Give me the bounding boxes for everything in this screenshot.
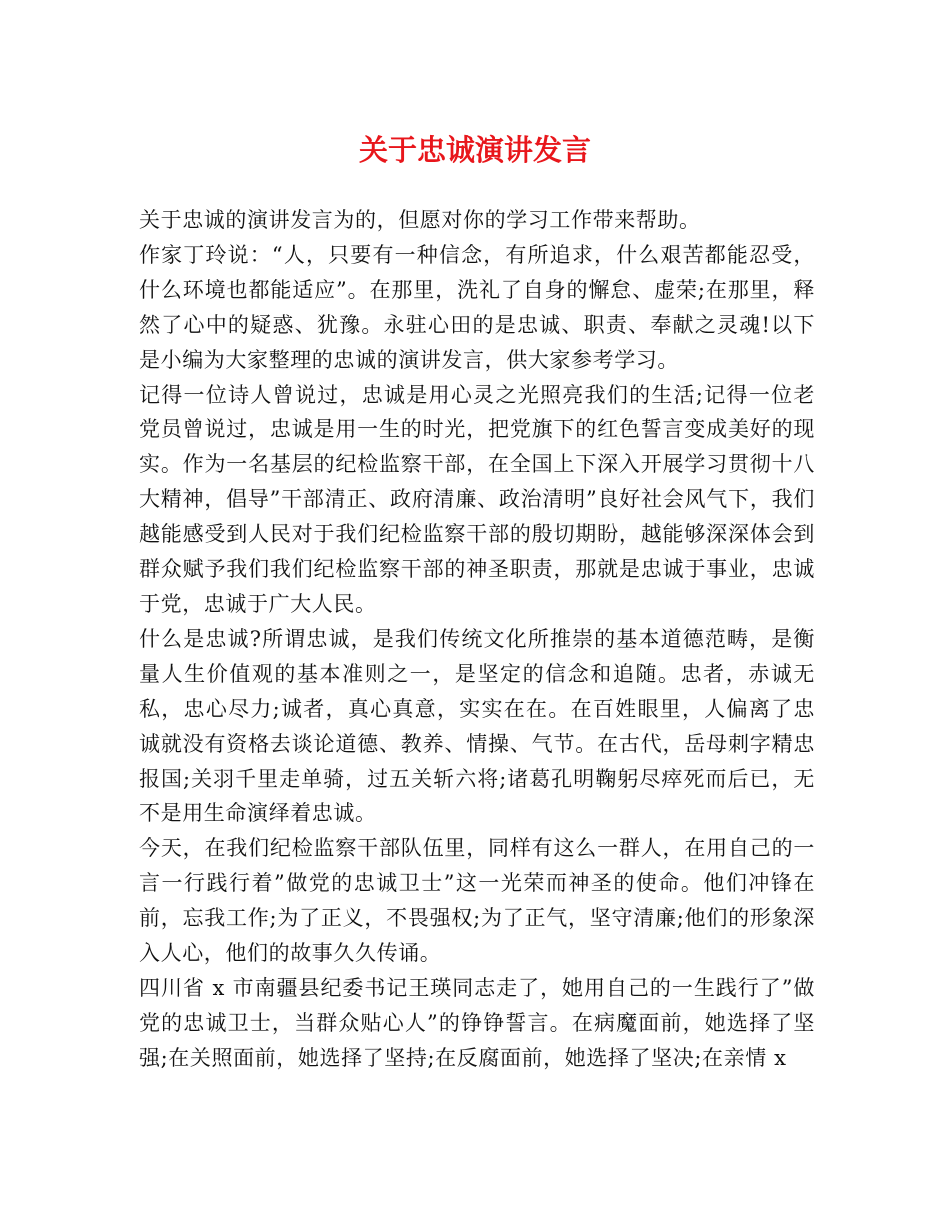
paragraph-intro: 关于忠诚的演讲发言为的，但愿对你的学习工作带来帮助。 — [139, 208, 701, 232]
paragraph-poet-quote: 记得一位诗人曾说过，忠诚是用心灵之光照亮我们的生活;记得一位老党员曾说过，忠诚是用一生的时光，把党旗下的红色誓言变成美好的现实。作为一名基层的纪检监察干部，在全国上下深入开展学习贯彻十八大精神，倡导”干部清正、政府清廉、政治清明”良好社会风气下，我们越能感受到人民对于我们纪检监察干部的殷切期盼，越能够深深体会到群众赋予我们我们纪检监察干部的神圣职责，那就是忠诚于事业，忠诚于党，忠诚于广大人民。 — [139, 382, 815, 616]
paragraph-discipline-team: 今天，在我们纪检监察干部队伍里，同样有这么一群人，在用自己的一言一行践行着”做党的忠诚卫士”这一光荣而神圣的使命。他们冲锋在前，忘我工作;为了正义，不畏强权;为了正气，坚守清廉;他们的形象深入人心，他们的故事久久传诵。 — [139, 836, 815, 966]
paragraph-ding-ling-quote: 作家丁玲说：“人，只要有一种信念，有所追求，什么艰苦都能忍受，什么环境也都能适应”。在那里，洗礼了自身的懈怠、虚荣;在那里，释然了心中的疑惑、犹豫。永驻心田的是忠诚、职责、奉献之灵魂!以下是小编为大家整理的忠诚的演讲发言，供大家参考学习。 — [139, 242, 815, 372]
document-body — [139, 203, 815, 1076]
document-title: 关于忠诚演讲发言 — [358, 133, 591, 167]
paragraph-wang-ying: 四川省 x 市南疆县纪委书记王瑛同志走了，她用自己的一生践行了”做党的忠诚卫士，当群众贴心人”的铮铮誓言。在病魔面前，她选择了坚强;在关照面前，她选择了坚持;在反腐面前，她选择了坚决;在亲情 x — [139, 975, 815, 1070]
paragraph-what-is-loyalty: 什么是忠诚?所谓忠诚，是我们传统文化所推崇的基本道德范畴，是衡量人生价值观的基本准则之一，是坚定的信念和追随。忠者，赤诚无私，忠心尽力;诚者，真心真意，实实在在。在百姓眼里，人偏离了忠诚就没有资格去谈论道德、教养、情操、气节。在古代，岳母刺字精忠报国;关羽千里走单骑，过五关斩六将;诸葛孔明鞠躬尽瘁死而后已，无不是用生命演绎着忠诚。 — [139, 626, 815, 826]
